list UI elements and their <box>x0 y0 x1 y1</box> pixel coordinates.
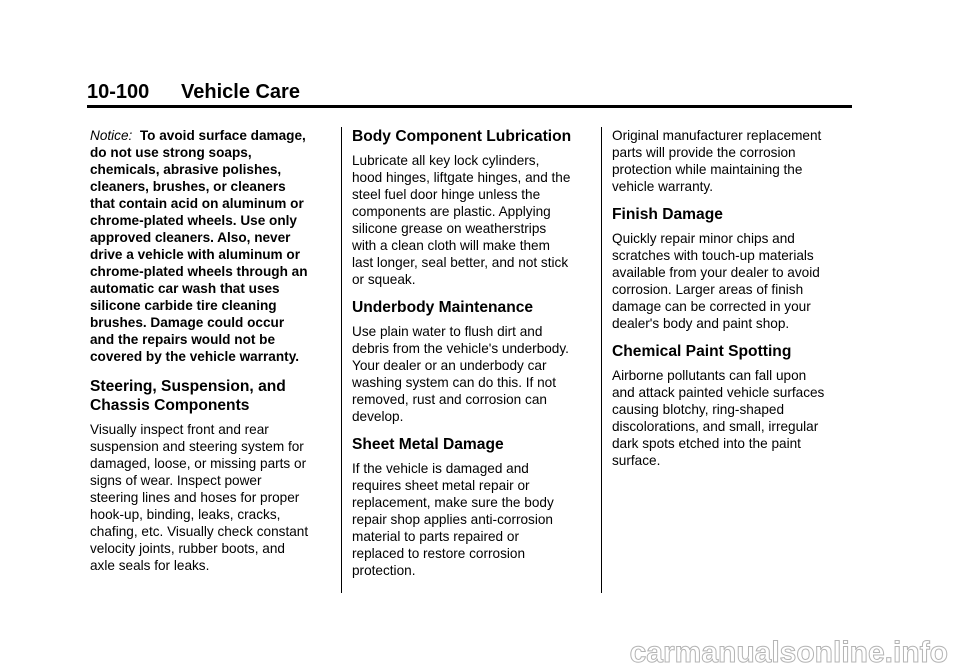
text-line: Original manufacturer replacement <box>612 128 822 143</box>
text-line: damage can be corrected in your <box>612 299 811 314</box>
text-line: steel fuel door hinge unless the <box>352 187 541 202</box>
text-line: suspension and steering system for <box>90 439 304 454</box>
notice-line: covered by the vehicle warranty. <box>90 349 300 364</box>
text-line: protection while maintaining the <box>612 162 803 177</box>
text-line: Airborne pollutants can fall upon <box>612 368 807 383</box>
text-line: axle seals for leaks. <box>90 558 210 573</box>
text-line: and attack painted vehicle surfaces <box>612 385 825 400</box>
watermark-text: carmanualsonline.info <box>629 636 948 669</box>
text-line: vehicle warranty. <box>612 179 713 194</box>
text-line: Visually inspect front and rear <box>90 422 269 437</box>
text-line: Your dealer or an underbody car <box>352 358 547 373</box>
text-line: protection. <box>352 563 416 578</box>
notice-paragraph <box>90 127 332 365</box>
text-line: velocity joints, rubber boots, and <box>90 541 285 556</box>
text-line: steering lines and hoses for proper <box>90 490 300 505</box>
text-line: damaged, loose, or missing parts or <box>90 456 307 471</box>
text-line: discolorations, and small, irregular <box>612 419 819 434</box>
notice-label: Notice: <box>90 128 133 143</box>
header-rule <box>87 105 852 108</box>
text-line: hood hinges, liftgate hinges, and the <box>352 170 571 185</box>
text-line: If the vehicle is damaged and <box>352 461 529 476</box>
chemical-paint-heading: Chemical Paint Spotting <box>612 343 792 360</box>
text-line: with a clean cloth will make them <box>352 238 550 253</box>
notice-line: approved cleaners. Also, never <box>90 230 291 245</box>
text-line: silicone grease on weatherstrips <box>352 221 547 236</box>
text-line: or squeak. <box>352 272 416 287</box>
text-line: components are plastic. Applying <box>352 204 551 219</box>
notice-line: that contain acid on aluminum or <box>90 196 304 211</box>
column-3 <box>612 127 852 477</box>
text-line: repair shop applies anti-corrosion <box>352 512 553 527</box>
text-line: develop. <box>352 409 404 424</box>
sheet-metal-paragraph <box>352 460 592 579</box>
column-divider-2 <box>601 127 602 593</box>
text-line: requires sheet metal repair or <box>352 478 530 493</box>
text-line: replacement, make sure the body <box>352 495 554 510</box>
notice-line: To avoid surface damage, <box>139 128 306 143</box>
column-divider-1 <box>341 127 342 593</box>
text-line: hook-up, binding, leaks, cracks, <box>90 507 281 522</box>
text-line: corrosion. Larger areas of finish <box>612 282 804 297</box>
text-line: material to parts repaired or <box>352 529 519 544</box>
sheet-metal-heading: Sheet Metal Damage <box>352 436 504 453</box>
replacement-parts-paragraph <box>612 127 852 195</box>
text-line: Lubricate all key lock cylinders, <box>352 153 540 168</box>
text-line: removed, rust and corrosion can <box>352 392 547 407</box>
body-lubrication-heading: Body Component Lubrication <box>352 128 572 145</box>
notice-line: chemicals, abrasive polishes, <box>90 162 282 177</box>
text-line: washing system can do this. If not <box>352 375 557 390</box>
finish-damage-heading: Finish Damage <box>612 206 723 223</box>
page-header <box>87 80 852 104</box>
notice-line: chrome-plated wheels. Use only <box>90 213 297 228</box>
text-line: debris from the vehicle's underbody. <box>352 341 569 356</box>
text-line: Use plain water to flush dirt and <box>352 324 543 339</box>
steering-paragraph <box>90 421 332 574</box>
underbody-heading: Underbody Maintenance <box>352 299 534 316</box>
notice-line: do not use strong soaps, <box>90 145 252 160</box>
notice-line: and the repairs would not be <box>90 332 276 347</box>
chemical-paint-paragraph <box>612 367 852 469</box>
column-1 <box>90 127 332 582</box>
text-line: signs of wear. Inspect power <box>90 473 262 488</box>
notice-line: silicone carbide tire cleaning <box>90 298 277 313</box>
notice-line: brushes. Damage could occur <box>90 315 285 330</box>
column-2 <box>352 127 592 587</box>
underbody-paragraph <box>352 323 592 425</box>
notice-line: chrome-plated wheels through an <box>90 264 308 279</box>
text-line: parts will provide the corrosion <box>612 145 796 160</box>
finish-damage-paragraph <box>612 230 852 332</box>
section-title: Vehicle Care <box>181 81 300 103</box>
text-line: scratches with touch-up materials <box>612 248 814 263</box>
body-lubrication-paragraph <box>352 152 592 288</box>
notice-line: automatic car wash that uses <box>90 281 280 296</box>
notice-line: drive a vehicle with aluminum or <box>90 247 301 262</box>
text-line: causing blotchy, ring-shaped <box>612 402 785 417</box>
text-line: surface. <box>612 453 661 468</box>
steering-heading: Steering, Suspension, and Chassis Components <box>90 378 286 414</box>
text-line: replaced to restore corrosion <box>352 546 526 561</box>
text-line: dark spots etched into the paint <box>612 436 801 451</box>
text-line: dealer's body and paint shop. <box>612 316 790 331</box>
page-number: 10-100 <box>87 81 150 103</box>
text-line: chafing, etc. Visually check constant <box>90 524 309 539</box>
text-line: Quickly repair minor chips and <box>612 231 795 246</box>
notice-line: cleaners, brushes, or cleaners <box>90 179 286 194</box>
text-line: available from your dealer to avoid <box>612 265 820 280</box>
text-line: last longer, seal better, and not stick <box>352 255 569 270</box>
